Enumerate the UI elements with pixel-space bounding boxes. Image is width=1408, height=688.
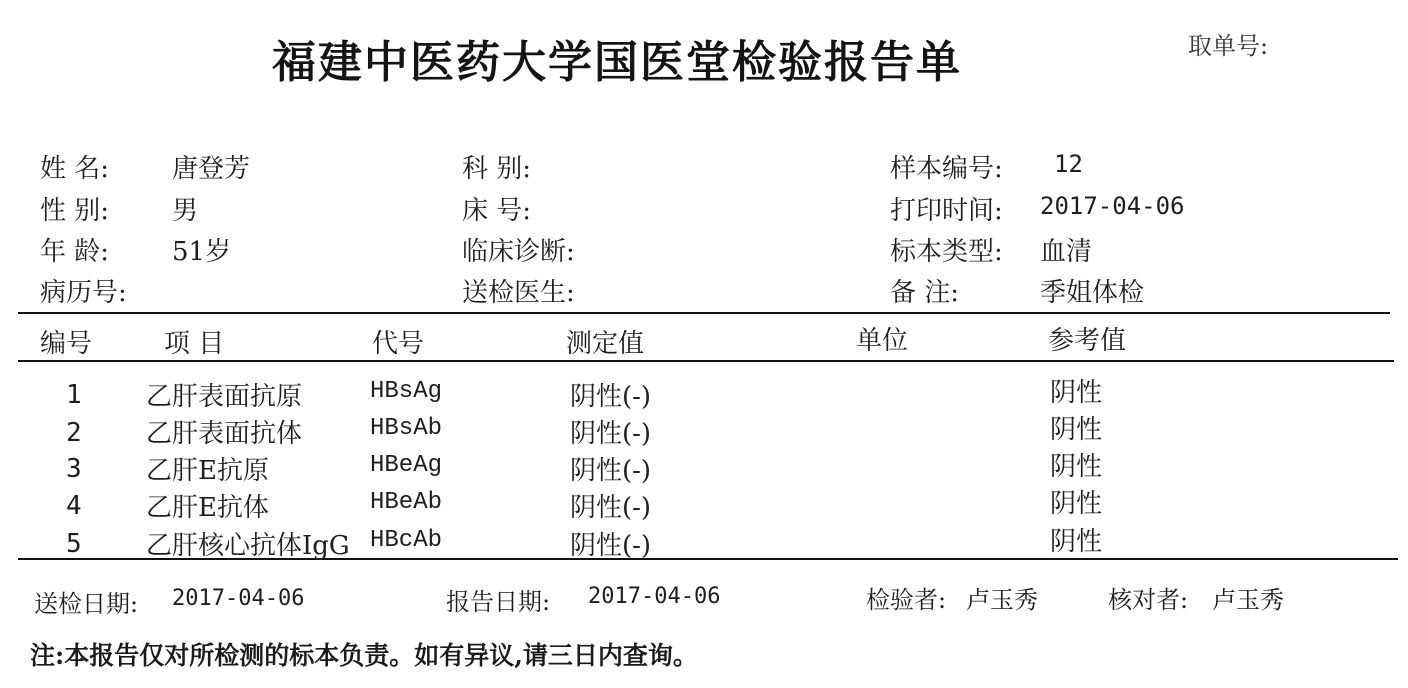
col-header-number: 编号 [40, 329, 93, 359]
department-label: 科 别: [462, 154, 532, 184]
report-date-label: 报告日期: [446, 588, 551, 616]
row-item: 乙肝E抗原 [146, 456, 269, 486]
remark-label: 备 注: [890, 278, 960, 308]
row-number: 1 [66, 380, 82, 410]
row-reference: 阴性 [1050, 452, 1103, 482]
inspector-label: 检验者: [866, 586, 947, 614]
slip-number-label: 取单号: [1188, 32, 1269, 60]
row-code: HBeAb [370, 489, 443, 516]
row-code: HBcAb [370, 527, 443, 554]
submit-date-label: 送检日期: [34, 590, 139, 618]
diagnosis-label: 临床诊断: [462, 237, 575, 267]
sample-number-label: 样本编号: [890, 154, 1003, 184]
print-time: 2017-04-06 [1040, 192, 1185, 220]
sample-type: 血清 [1040, 237, 1093, 267]
sample-number: 12 [1054, 150, 1083, 178]
sample-type-label: 标本类型: [890, 237, 1003, 267]
patient-sex: 男 [172, 196, 199, 226]
remark: 季姐体检 [1040, 278, 1145, 308]
row-item: 乙肝核心抗体IgG [146, 531, 350, 561]
col-header-item: 项 目 [164, 329, 225, 359]
patient-name: 唐登芳 [172, 154, 251, 184]
row-reference: 阴性 [1050, 489, 1103, 519]
row-value: 阴性(-) [570, 419, 652, 449]
row-value: 阴性(-) [570, 456, 652, 486]
table-top-rule [18, 312, 1390, 314]
row-code: HBeAg [370, 452, 443, 479]
report-title: 福建中医药大学国医堂检验报告单 [272, 37, 962, 88]
sex-label: 性 别: [40, 196, 110, 226]
report-date: 2017-04-06 [588, 584, 721, 609]
checker: 卢玉秀 [1212, 586, 1284, 614]
name-label: 姓 名: [40, 154, 110, 184]
row-item: 乙肝表面抗体 [146, 419, 303, 449]
patient-age: 51岁 [172, 237, 232, 267]
row-number: 5 [66, 529, 82, 559]
record-number-label: 病历号: [40, 278, 127, 308]
row-code: HBsAb [370, 415, 443, 442]
row-number: 4 [66, 491, 82, 521]
row-value: 阴性(-) [570, 382, 652, 412]
col-header-code: 代号 [372, 329, 425, 359]
bed-label: 床 号: [462, 196, 532, 226]
print-time-label: 打印时间: [890, 196, 1003, 226]
row-value: 阴性(-) [570, 531, 652, 561]
row-item: 乙肝表面抗原 [146, 382, 303, 412]
disclaimer-note: 注:本报告仅对所检测的标本负责。如有异议,请三日内查询。 [30, 641, 698, 670]
doctor-label: 送检医生: [462, 278, 575, 308]
row-code: HBsAg [370, 378, 443, 405]
row-reference: 阴性 [1050, 415, 1103, 445]
checker-label: 核对者: [1108, 586, 1189, 614]
row-reference: 阴性 [1050, 378, 1103, 408]
submit-date: 2017-04-06 [172, 586, 305, 611]
row-number: 2 [66, 418, 82, 448]
row-reference: 阴性 [1050, 527, 1103, 557]
row-number: 3 [66, 454, 82, 484]
table-header-rule [18, 360, 1394, 362]
col-header-value: 测定值 [566, 329, 645, 359]
col-header-unit: 单位 [856, 326, 909, 356]
age-label: 年 龄: [40, 237, 110, 267]
col-header-reference: 参考值 [1048, 326, 1127, 356]
inspector: 卢玉秀 [966, 586, 1038, 614]
row-value: 阴性(-) [570, 493, 652, 523]
row-item: 乙肝E抗体 [146, 493, 269, 523]
